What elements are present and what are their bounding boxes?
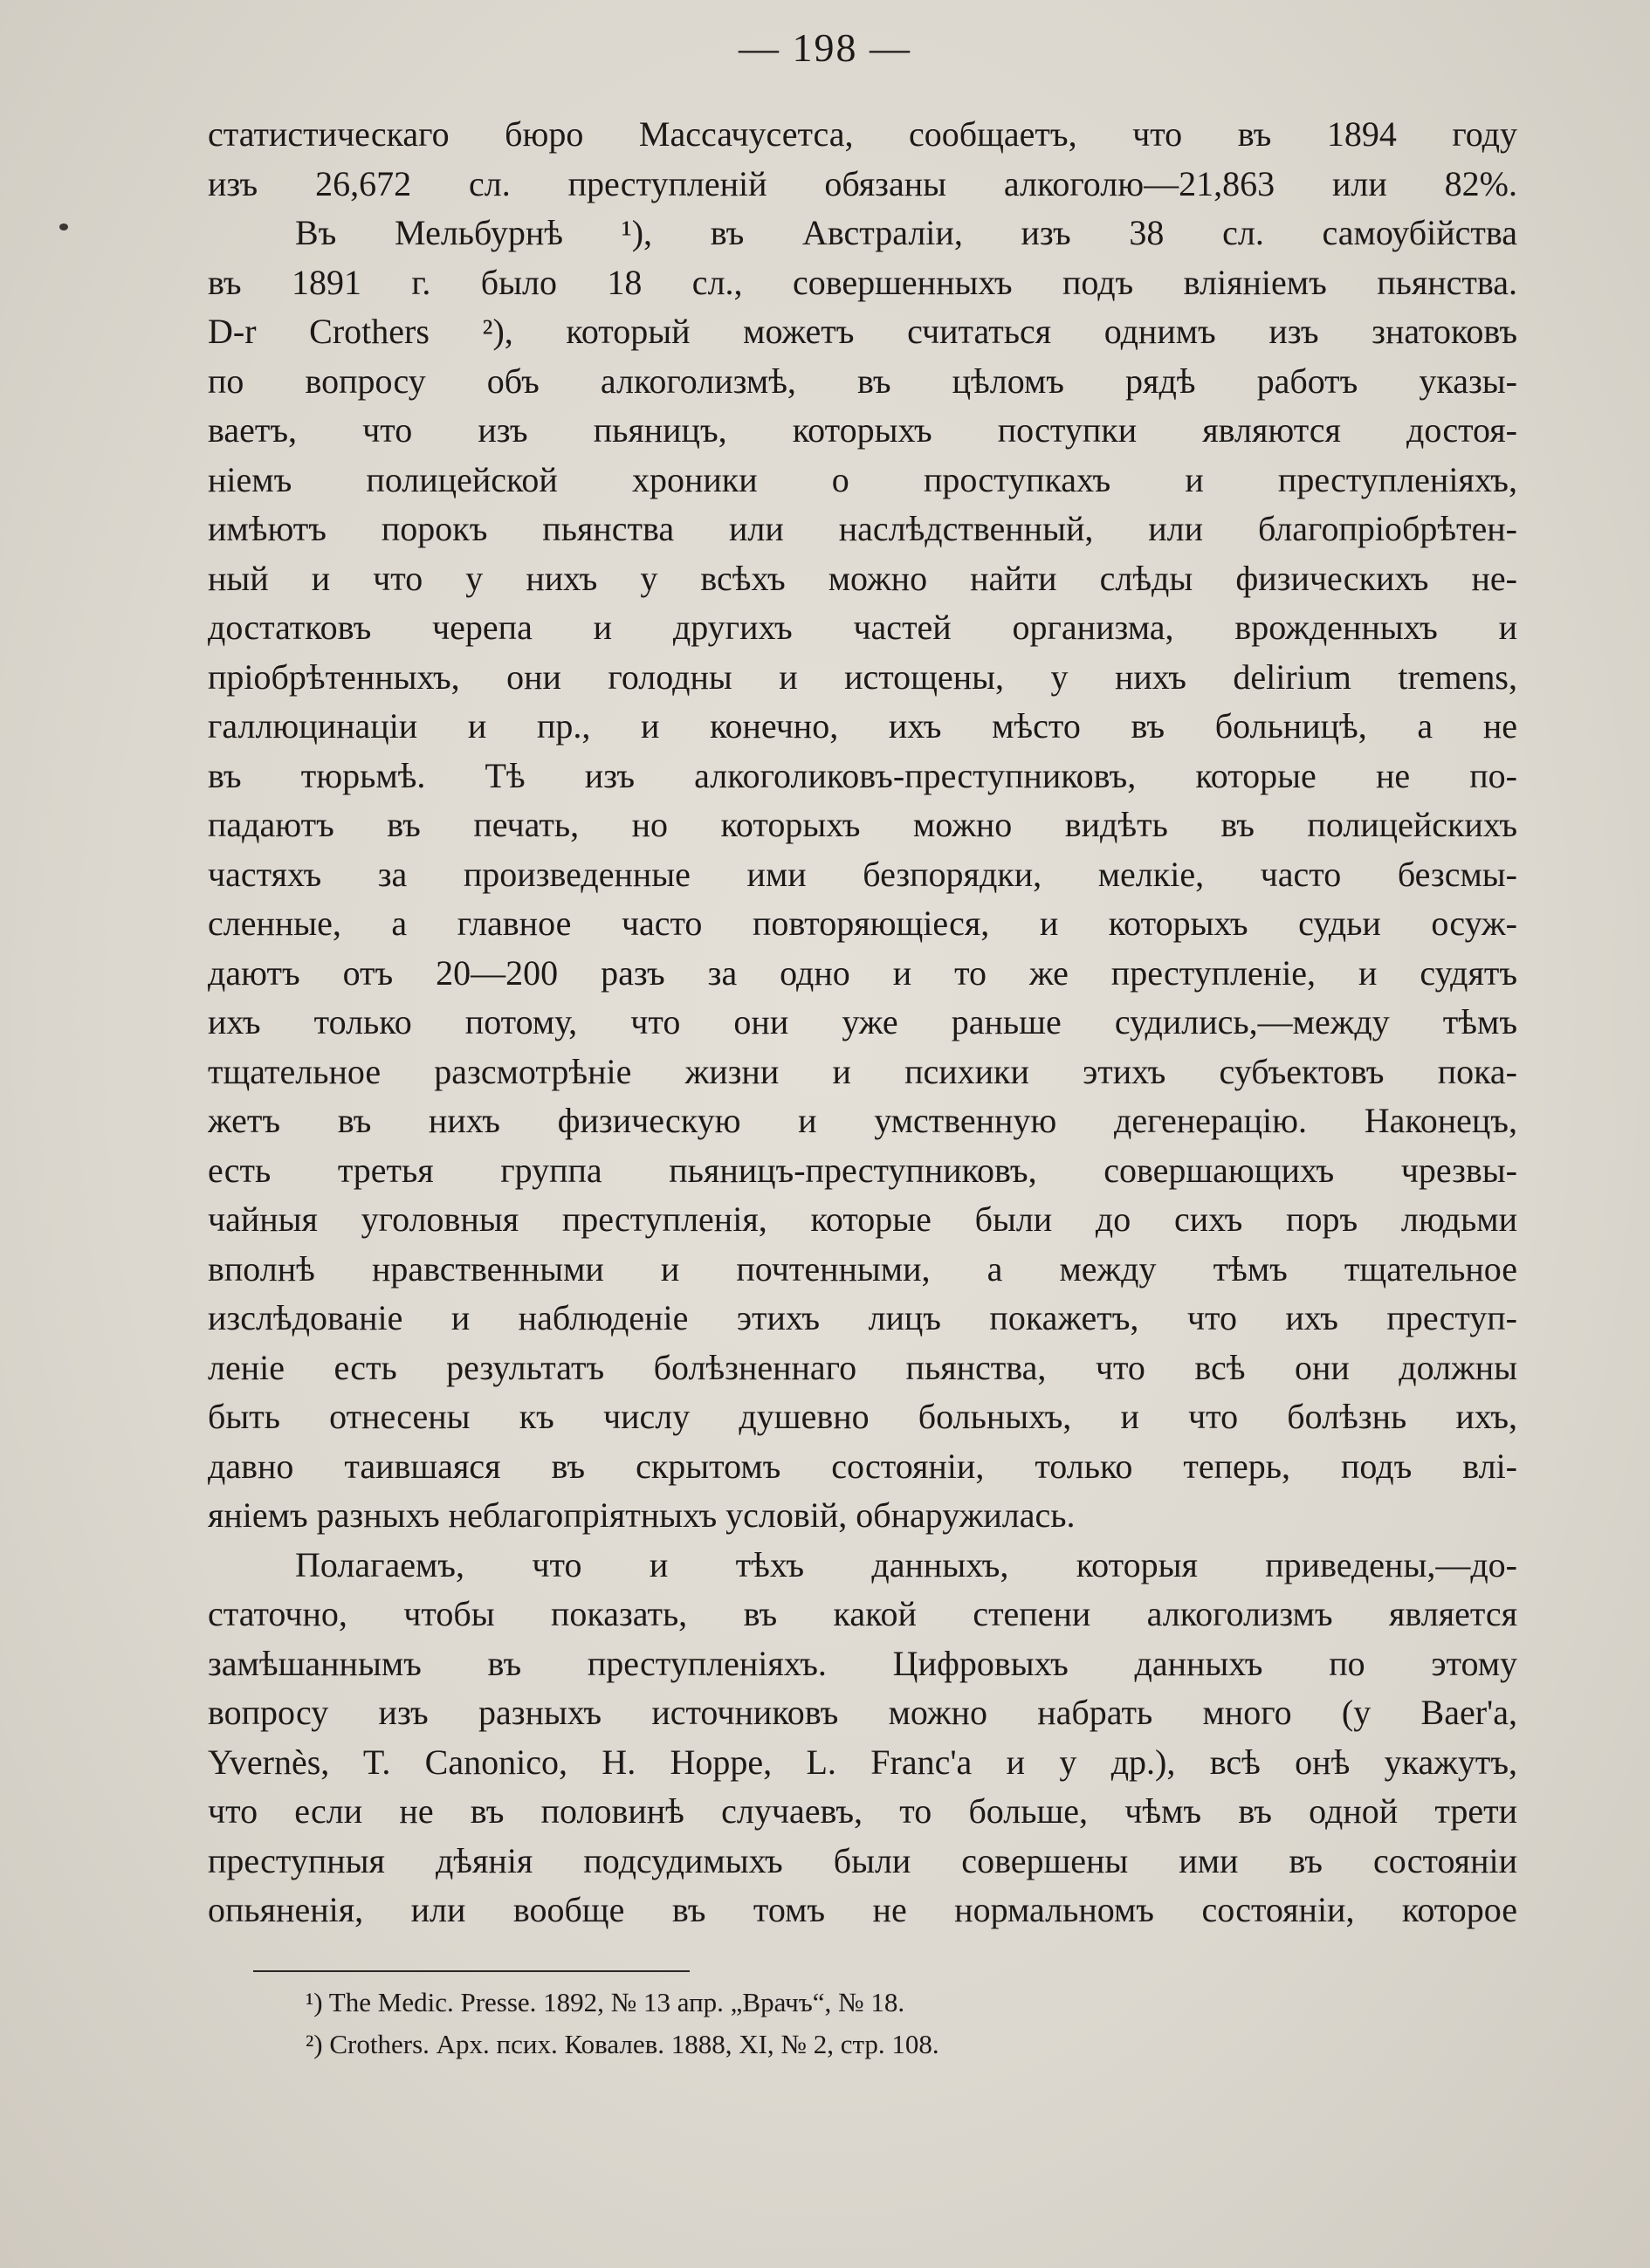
text-line: достатковъ черепа и другихъ частей организма, врожденныхъ и xyxy=(208,608,1517,647)
text-line: въ 1891 г. было 18 сл., совершенныхъ подъ вліяніемъ пьянства. xyxy=(208,262,1517,302)
text-line: ный и что у нихъ у всѣхъ можно найти слѣды физическихъ не- xyxy=(208,558,1517,598)
text-line: пріобрѣтенныхъ, они голодны и истощены, у нихъ delirium tremens, xyxy=(208,656,1517,697)
footnote-2: ²) Crothers. Арх. псих. Ковалев. 1888, XI, № 2, стр. 108. xyxy=(306,2029,939,2059)
text-line: яніемъ разныхъ неблагопріятныхъ условій, обнаружилась. xyxy=(208,1495,1076,1535)
text-line: въ тюрьмѣ. Тѣ изъ алкоголиковъ-преступниковъ, которые не по- xyxy=(208,755,1517,795)
text-line: давно таившаяся въ скрытомъ состояніи, только теперь, подъ влі- xyxy=(208,1446,1517,1486)
footnotes xyxy=(306,1982,1353,2065)
text-line: статочно, чтобы показать, въ какой степени алкоголизмъ является xyxy=(208,1594,1517,1633)
text-line: ваетъ, что изъ пьяницъ, которыхъ поступки являются достоя- xyxy=(208,410,1517,450)
ink-speck xyxy=(59,223,68,230)
footnote-1: ¹) The Medic. Presse. 1892, № 13 апр. „Врачъ“, № 18. xyxy=(306,1987,905,2017)
text-line: что если не въ половинѣ случаевъ, то больше, чѣмъ въ одной трети xyxy=(208,1791,1517,1831)
text-line: галлюцинаціи и пр., и конечно, ихъ мѣсто въ больницѣ, а не xyxy=(208,706,1517,746)
text-line: есть третья группа пьяницъ-преступниковъ, совершающихъ чрезвы- xyxy=(208,1150,1517,1190)
text-line: Полагаемъ, что и тѣхъ данныхъ, которыя приведены,—до- xyxy=(295,1544,1517,1584)
text-line: замѣшаннымъ въ преступленіяхъ. Цифровыхъ данныхъ по этому xyxy=(208,1643,1517,1683)
text-line: даютъ отъ 20—200 разъ за одно и то же преступленіе, и судятъ xyxy=(208,952,1517,993)
text-line: по вопросу объ алкоголизмѣ, въ цѣломъ рядѣ работъ указы- xyxy=(208,361,1517,401)
text-line: имѣютъ порокъ пьянства или наслѣдственный, или благопріобрѣтен- xyxy=(208,509,1517,548)
text-line: чайныя уголовныя преступленія, которые были до сихъ поръ людьми xyxy=(208,1199,1517,1239)
text-line: тщательное разсмотрѣніе жизни и психики этихъ субъектовъ пока- xyxy=(208,1051,1517,1091)
text-line: ніемъ полицейской хроники о проступкахъ и преступленіяхъ, xyxy=(208,459,1517,499)
text-line: D-r Crothers ²), который можетъ считаться однимъ изъ знатоковъ xyxy=(208,312,1517,351)
page-number: — 198 — xyxy=(739,25,911,70)
text-line: изслѣдованіе и наблюденіе этихъ лицъ покажетъ, что ихъ преступ- xyxy=(208,1298,1517,1337)
text-line: Въ Мельбурнѣ ¹), въ Австраліи, изъ 38 сл. самоубійства xyxy=(295,213,1517,252)
text-line: вопросу изъ разныхъ источниковъ можно набрать много (у Baer'a, xyxy=(208,1693,1517,1732)
text-line: изъ 26,672 сл. преступленій обязаны алкоголю—21,863 или 82%. xyxy=(208,163,1517,203)
text-line: жетъ въ нихъ физическую и умственную дегенерацію. Наконецъ, xyxy=(208,1101,1517,1140)
text-line: леніе есть результатъ болѣзненнаго пьянства, что всѣ они должны xyxy=(208,1347,1517,1387)
text-line: быть отнесены къ числу душевно больныхъ, и что болѣзнь ихъ, xyxy=(208,1397,1517,1436)
text-line: статистическаго бюро Массачусетса, сообщаетъ, что въ 1894 году xyxy=(208,114,1517,154)
text-line: опьяненія, или вообще въ томъ не нормальномъ состояніи, которое xyxy=(208,1890,1517,1929)
body-text xyxy=(208,110,1517,1935)
text-line: ихъ только потому, что они уже раньше судились,—между тѣмъ xyxy=(208,1002,1517,1041)
text-line: частяхъ за произведенные ими безпорядки, мелкіе, часто безсмы- xyxy=(208,854,1517,894)
text-line: преступныя дѣянія подсудимыхъ были совершены ими въ состояніи xyxy=(208,1840,1517,1880)
text-line: сленные, а главное часто повторяющіеся, и которыхъ судьи осуж- xyxy=(208,904,1517,943)
text-line: падаютъ въ печать, но которыхъ можно видѣть въ полицейскихъ xyxy=(208,805,1517,844)
text-line: вполнѣ нравственными и почтенными, а между тѣмъ тщательное xyxy=(208,1248,1517,1289)
text-line: Yvernès, T. Canonico, H. Hoppe, L. Franc'a и у др.), всѣ онѣ укажутъ, xyxy=(208,1742,1517,1782)
footnote-divider xyxy=(253,1970,690,1972)
